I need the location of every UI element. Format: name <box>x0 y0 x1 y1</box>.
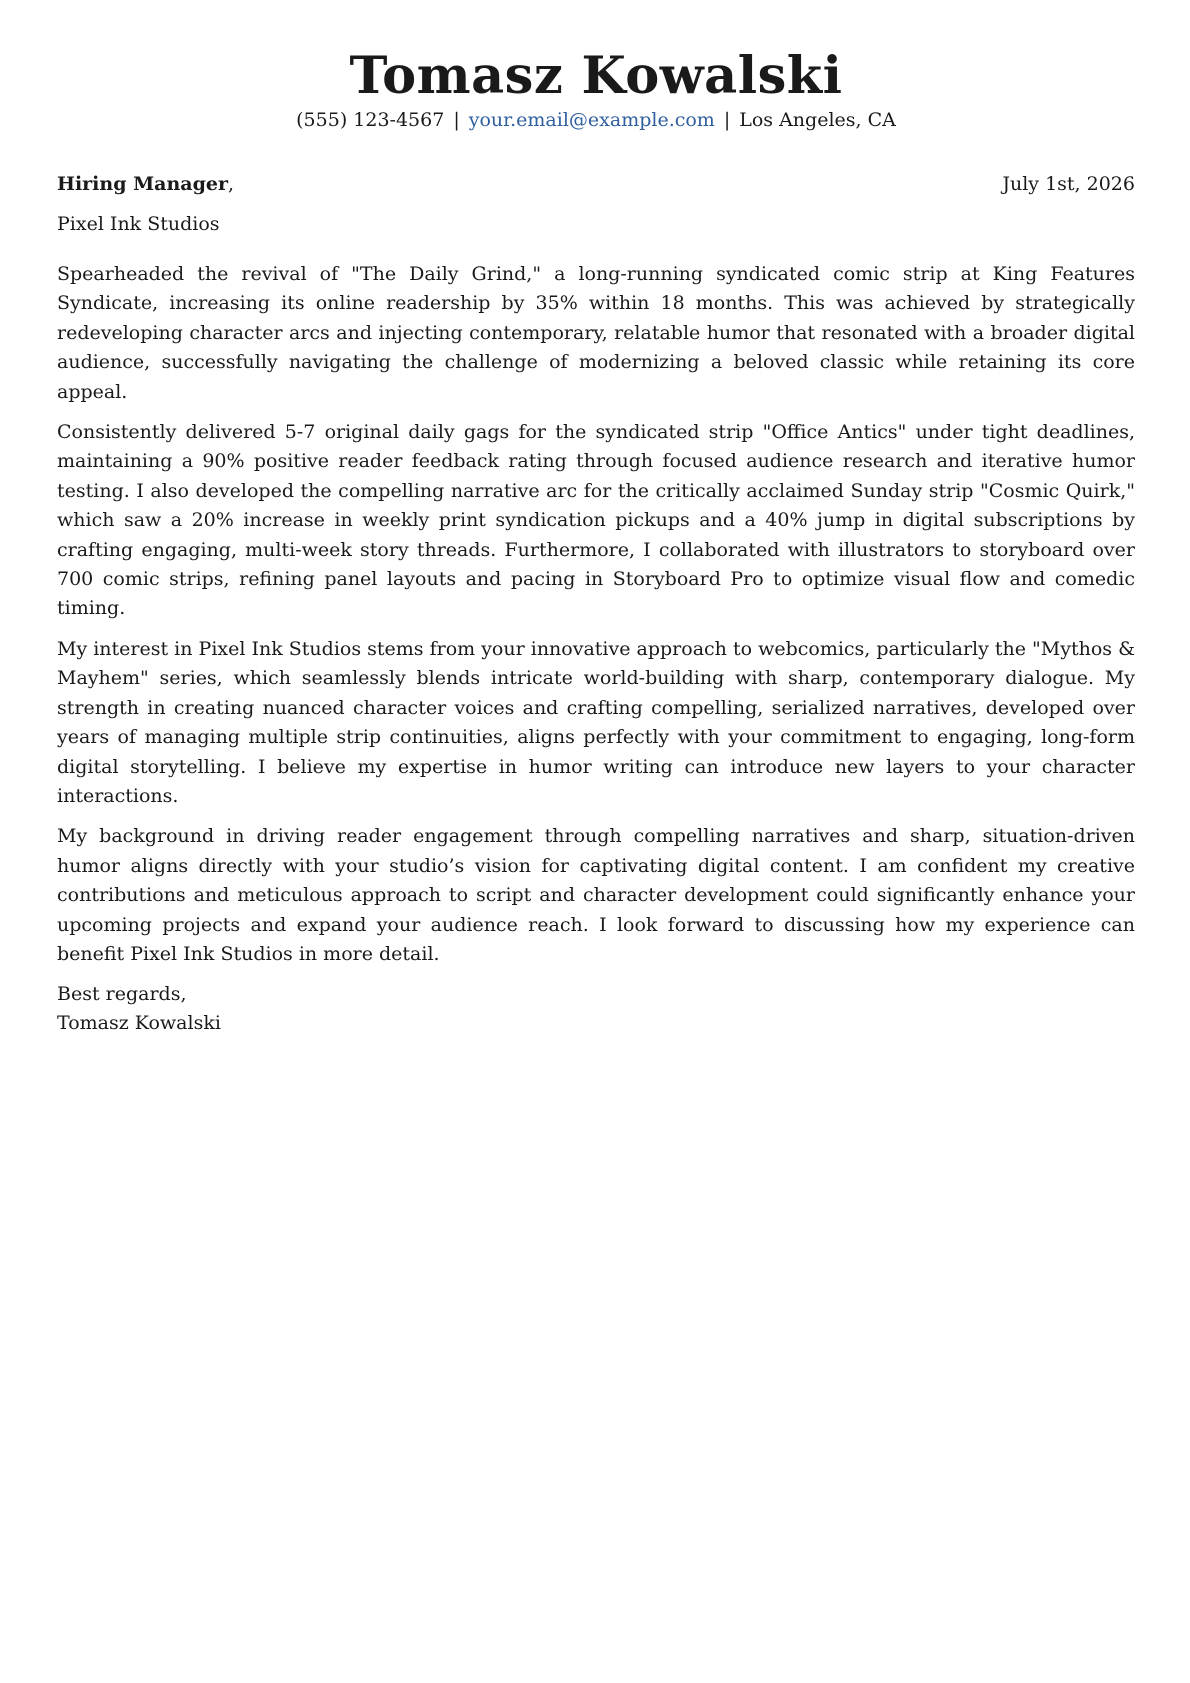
cover-letter-page <box>57 0 1135 1038</box>
phone-number: (555) 123-4567 <box>296 109 445 131</box>
recipient-company: Pixel Ink Studios <box>57 213 220 235</box>
closing-salutation: Best regards, <box>57 983 187 1006</box>
closing-signature: Tomasz Kowalski <box>57 1012 221 1035</box>
recipient-date-row <box>57 170 1135 199</box>
body-paragraph: Spearheaded the revival of "The Daily Grind," a long-running syndicated comic strip at King Features Syndicate, increasing its online readership by 35% within 18 months. This was achieved by strategically redeveloping character arcs and injecting contemporary, relatable humor that resonated with a broader digital audience, successfully navigating the challenge of modernizing a beloved classic while retaining its core appeal. <box>57 263 1135 403</box>
letter-closing <box>57 980 1135 1038</box>
contact-line <box>57 107 1135 133</box>
letter-date: July 1st, 2026 <box>1002 173 1135 195</box>
recipient-name: Hiring Manager <box>57 173 228 195</box>
location: Los Angeles, CA <box>739 109 896 131</box>
body-paragraph: My interest in Pixel Ink Studios stems from your innovative approach to webcomics, particularly the "Mythos & Mayhem" series, which seamlessly blends intricate world-building with sharp, contemporary dialogue. My strength in creating nuanced character voices and crafting compelling, serialized narratives, developed over years of managing multiple strip continuities, aligns perfectly with your commitment to engaging, long-form digital storytelling. I believe my expertise in humor writing can introduce new layers to your character interactions. <box>57 637 1135 807</box>
recipient-name-suffix: , <box>227 173 235 195</box>
body-paragraph: Consistently delivered 5-7 original daily gags for the syndicated strip "Office Antics" under tight deadlines, maintaining a 90% positive reader feedback rating through focused audience research and iterative humor testing. I also developed the compelling narrative arc for the critically acclaimed Sunday strip "Cosmic Quirk," which saw a 20% increase in weekly print syndication pickups and a 40% jump in digital subscriptions by crafting engaging, multi-week story threads. Furthermore, I collaborated with illustrators to storyboard over 700 comic strips, refining panel layouts and pacing in Storyboard Pro to optimize visual flow and comedic timing. <box>57 421 1135 620</box>
body-paragraph: My background in driving reader engagement through compelling narratives and sharp, situation-driven humor aligns directly with your studio’s vision for captivating digital content. I am confident my creative contributions and meticulous approach to script and character development could significantly enhance your upcoming projects and expand your audience reach. I look forward to discussing how my experience can benefit Pixel Ink Studios in more detail. <box>57 825 1135 965</box>
letter-body <box>57 260 1135 969</box>
contact-separator: | <box>453 109 460 131</box>
email-link[interactable]: your.email@example.com <box>468 109 715 131</box>
contact-separator: | <box>723 109 731 131</box>
applicant-name: Tomasz Kowalski <box>349 46 843 106</box>
recipient-line <box>57 170 234 199</box>
